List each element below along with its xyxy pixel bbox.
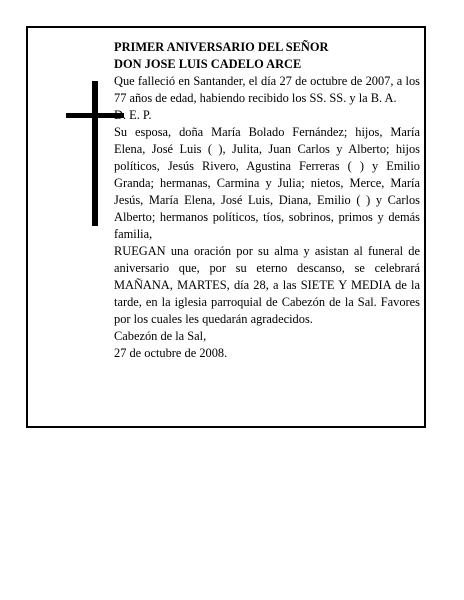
title-line-2: DON JOSE LUIS CADELO ARCE [114, 57, 302, 71]
ruegan-text: RUEGAN [114, 244, 166, 258]
obituary-text [114, 39, 420, 362]
funeral-paragraph [114, 243, 420, 328]
manana-text: MAÑANA, MARTES [114, 278, 227, 292]
hora-text: SIETE Y MEDIA [300, 278, 391, 292]
date-line: 27 de octubre de 2008. [114, 346, 228, 360]
obituary-frame [26, 26, 426, 428]
death-paragraph: Que falleció en Santander, el día 27 de octubre de 2007, a los 77 años de edad, habiendo recibido los SS. SS. y la B. A. [114, 74, 420, 105]
funeral-text-c: de la tarde, en la iglesia parroquial de Cabezón de la Sal. Favores por los cuales les quedarán agradecidos. [114, 278, 420, 326]
cross-icon [92, 81, 98, 226]
title-line-1: PRIMER ANIVERSARIO DEL SEÑOR [114, 40, 329, 54]
funeral-text-a: una oración por su alma y asistan al funeral de aniversario que, por su eterno descanso, se celebrará [114, 244, 420, 275]
family-paragraph: Su esposa, doña María Bolado Fernández; hijos, María Elena, José Luis ( ), Julita, Juan Carlos y Alberto; hijos políticos, Jesús Rivero, Agustina Ferreras ( ) y Emilio Granda; hermanas, Carmina y Julia; nietos, Merce, María Jesús, María Elena, José Luis, Diana, Emilio ( ) y Carlos Alberto; hermanos políticos, tíos, sobrinos, primos y demás familia, [114, 125, 420, 241]
place-line: Cabezón de la Sal, [114, 329, 207, 343]
dep-line: D. E. P. [114, 108, 152, 122]
funeral-text-b: , día 28, a las [226, 278, 301, 292]
